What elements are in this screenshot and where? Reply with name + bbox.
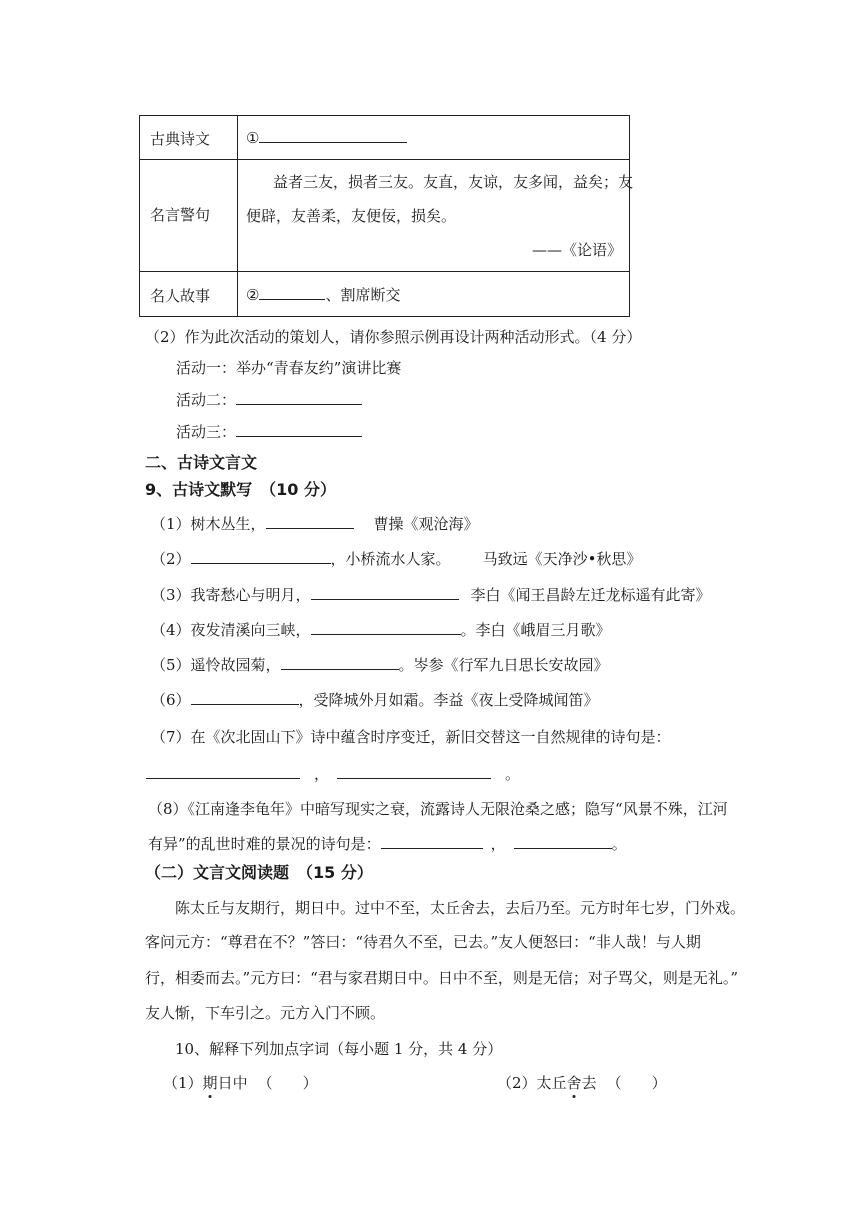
q9-item3: （3）我寄愁心与明月， 李白《闻王昌龄左迁龙标遥有此寄》 — [151, 586, 711, 604]
q2-activity1: 活动一：举办“青春友约”演讲比赛 — [176, 359, 402, 377]
table-label-famous-story: 名人故事 — [150, 287, 211, 305]
q9-item1: （1）树木丛生， 曹操《观沧海》 — [151, 515, 479, 533]
q10-part1: （1）期日中 （ ） — [163, 1074, 318, 1092]
table-row-divider — [140, 271, 629, 272]
table-row1-content: ① — [246, 128, 407, 148]
table-column-divider — [237, 116, 238, 316]
section2-title: 二、古诗文言文 — [145, 453, 258, 472]
q9-item5: （5）遥怜故园菊， 。岑参《行军九日思长安故园》 — [151, 656, 609, 674]
q2-prompt: （2）作为此次活动的策划人，请你参照示例再设计两种活动形式。（4 分） — [145, 328, 642, 346]
passage-line2: 客问元方：“尊君在不？”答曰：“待君久不至，已去。”友人便怒曰：“非人哉！与人期 — [145, 933, 701, 951]
passage-line1: 陈太丘与友期行，期日中。过中不至，太丘舍去，去后乃至。元方时年七岁，门外戏。 — [175, 899, 746, 917]
q9-item8-line2: 有异”的乱世时难的景况的诗句是： ， 。 — [148, 835, 627, 853]
q9-title: 9、古诗文默写 （10 分） — [145, 480, 336, 499]
info-table — [139, 115, 634, 317]
q2-activity3: 活动三： — [176, 422, 362, 442]
table-row-divider — [140, 159, 629, 160]
passage-line3: 行，相委而去。”元方曰：“君与家君期日中。日中不至，则是无信；对子骂父，则是无礼。” — [145, 969, 739, 987]
table-quote-source: ——《论语》 — [532, 241, 623, 259]
q2-activity2: 活动二： — [176, 390, 362, 410]
q10-title: 10、解释下列加点字词（每小题 1 分，共 4 分） — [175, 1040, 503, 1058]
q9-item2: （2） ，小桥流水人家。 马致远《天净沙•秋思》 — [151, 550, 642, 568]
table-quote-line1: 益者三友，损者三友。友直，友谅，友多闻，益矣；友 — [273, 173, 634, 191]
table-row3-content: ② 、割席断交 — [246, 286, 401, 304]
table-label-quotes: 名言警句 — [150, 206, 211, 224]
q9-item4: （4）夜发清溪向三峡， 。李白《峨眉三月歌》 — [151, 621, 611, 639]
passage-line4: 友人惭，下车引之。元方入门不顾。 — [145, 1004, 386, 1022]
q9-item8-line1: （8）《江南逢李龟年》中暗写现实之衰，流露诗人无限沧桑之感；隐写“风景不殊，江河 — [148, 800, 728, 818]
q9-item7: （7）在《次北固山下》诗中蕴含时序变迁，新旧交替这一自然规律的诗句是： — [151, 728, 671, 746]
q9-item6: （6） ，受降城外月如霜。李益《夜上受降城闻笛》 — [151, 691, 599, 709]
subsection2-title: （二）文言文阅读题 （15 分） — [145, 863, 373, 882]
table-quote-line2: 便辟，友善柔，友便佞，损矣。 — [246, 207, 457, 225]
q9-item7-answer: ， 。 — [146, 764, 520, 784]
table-label-classical-poetry: 古典诗文 — [150, 130, 211, 148]
q10-part2: （2）太丘舍去 （ ） — [497, 1074, 667, 1092]
